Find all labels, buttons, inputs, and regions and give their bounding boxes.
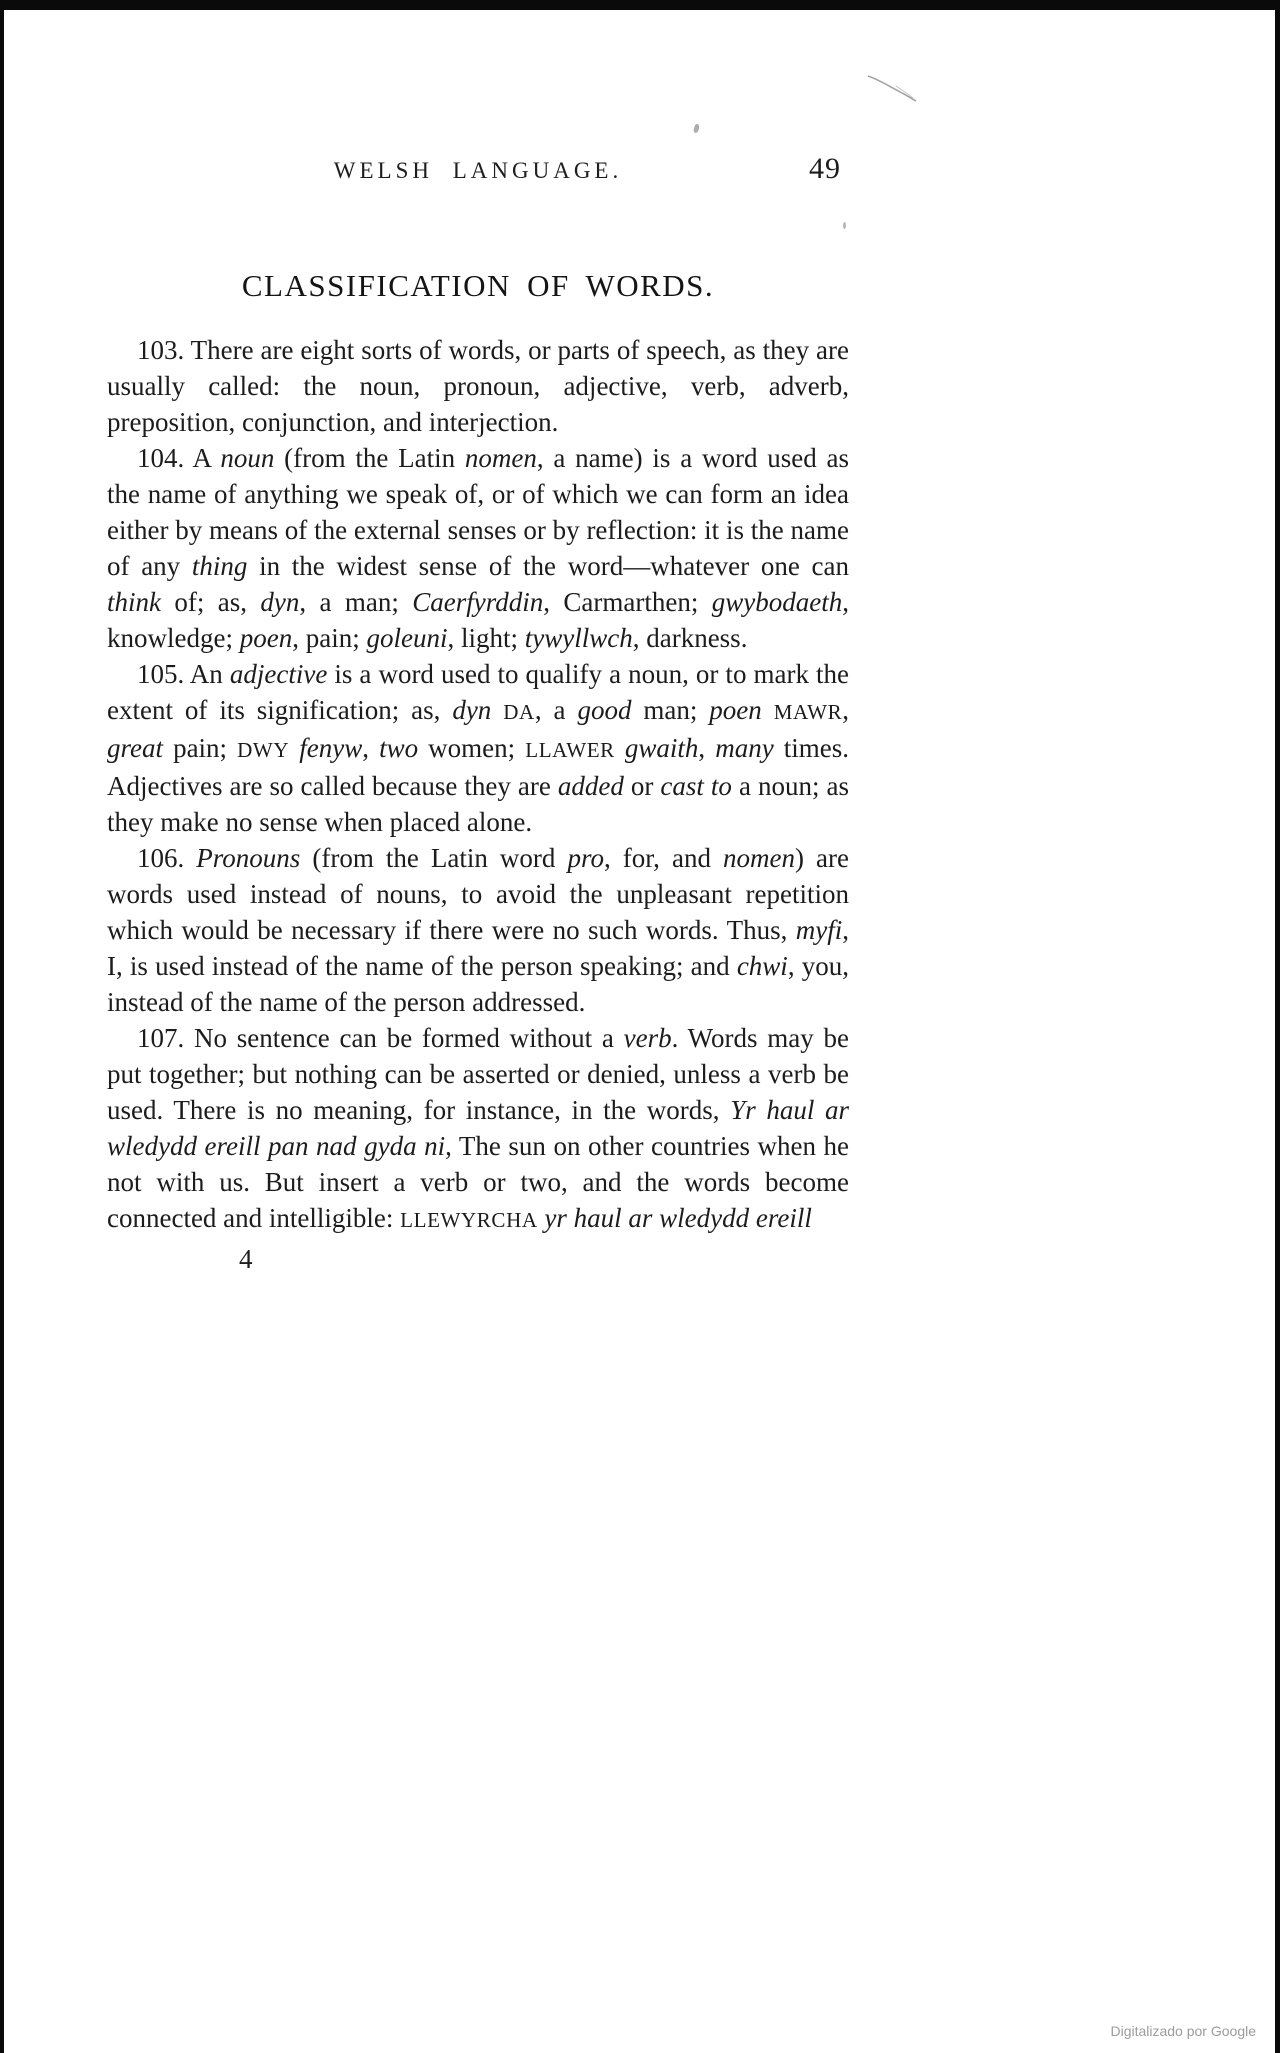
text-run: nomen bbox=[723, 843, 795, 873]
text-run: pro bbox=[567, 843, 604, 873]
text-run: , a man; bbox=[299, 587, 413, 617]
text-run: LLEWYRCHA bbox=[400, 1208, 538, 1232]
text-run: verb bbox=[623, 1023, 672, 1053]
text-run: pain; bbox=[163, 733, 238, 763]
signature-mark: 4 bbox=[239, 1244, 253, 1274]
text-run bbox=[491, 695, 503, 725]
scan-edge-right bbox=[1275, 0, 1280, 2053]
text-run: two bbox=[379, 733, 419, 763]
paragraph bbox=[107, 1020, 849, 1238]
page-number: 49 bbox=[809, 152, 841, 185]
text-run: yr haul ar wledydd ereill bbox=[544, 1203, 812, 1233]
text-run: chwi bbox=[736, 951, 788, 981]
text-run: 107. No sentence can be formed without a bbox=[137, 1023, 624, 1053]
text-run: , a name) is a word used as the name of anything we speak of, or of which we can form an idea either by means of the external senses or by reflection: it is the name of any bbox=[107, 443, 849, 581]
text-run: noun bbox=[220, 443, 275, 473]
running-head: WELSH LANGUAGE. bbox=[333, 158, 623, 183]
text-run: gwaith bbox=[624, 733, 699, 763]
paragraph bbox=[107, 332, 849, 440]
text-run: , pain; bbox=[292, 623, 367, 653]
text-run: , Carmarthen; bbox=[543, 587, 712, 617]
text-run: ) are words used instead of nouns, to avoid the unpleasant repetition which would be necessary if there were no such words. Thus, bbox=[107, 843, 849, 945]
scan-artifact-speck bbox=[693, 123, 701, 133]
text-run: 106. bbox=[137, 843, 197, 873]
text-run: fenyw bbox=[299, 733, 363, 763]
text-run: many bbox=[715, 733, 774, 763]
text-run: , light; bbox=[447, 623, 525, 653]
text-run: , knowledge; bbox=[107, 587, 849, 653]
scan-edge-left bbox=[0, 0, 4, 2053]
text-run: adjective bbox=[229, 659, 328, 689]
text-run: dyn bbox=[452, 695, 492, 725]
text-run: (from the Latin word bbox=[300, 843, 568, 873]
text-run: , The sun on other countries when he not with us. But insert a verb or two, and the words become connected and intelligible: bbox=[107, 1131, 849, 1233]
text-run: man; bbox=[631, 695, 710, 725]
text-run: poen bbox=[239, 623, 293, 653]
text-run: cast to bbox=[660, 771, 732, 801]
text-run: tywyllwch bbox=[524, 623, 633, 653]
text-run: myfi bbox=[795, 915, 843, 945]
text-run: dyn bbox=[260, 587, 300, 617]
text-run: , a bbox=[534, 695, 578, 725]
text-run: Pronouns bbox=[196, 843, 301, 873]
header-row bbox=[107, 152, 849, 194]
text-run: of; as, bbox=[161, 587, 261, 617]
text-run bbox=[615, 733, 625, 763]
text-run: , bbox=[362, 733, 380, 763]
text-run: DWY bbox=[237, 738, 290, 762]
text-run: , I, is used instead of the name of the person speaking; and bbox=[107, 915, 849, 981]
text-run: good bbox=[577, 695, 632, 725]
text-run: 104. A bbox=[137, 443, 221, 473]
text-run: , darkness. bbox=[632, 623, 748, 653]
page-title: CLASSIFICATION OF WORDS. bbox=[241, 268, 715, 303]
text-run: is a word used to qualify a noun, or to mark the extent of its signification; as, bbox=[107, 659, 849, 725]
text-run: 105. An bbox=[137, 659, 230, 689]
text-run: DA bbox=[503, 700, 535, 724]
paragraph bbox=[107, 440, 849, 656]
text-run: poen bbox=[709, 695, 762, 725]
text-run: nomen bbox=[464, 443, 537, 473]
text-run: (from the Latin bbox=[274, 443, 465, 473]
google-watermark: Digitalizado por Google bbox=[1110, 2023, 1256, 2039]
text-run: 103. There are eight sorts of words, or parts of speech, as they are usually called: the noun, pronoun, adjective, verb, adverb, preposition, conjunction, and interjection. bbox=[107, 335, 849, 437]
paragraph bbox=[107, 656, 849, 840]
scan-artifact-pen-mark bbox=[866, 72, 918, 104]
text-run: think bbox=[107, 587, 161, 617]
text-run: or bbox=[623, 771, 661, 801]
text-run: thing bbox=[191, 551, 248, 581]
text-run: women; bbox=[418, 733, 526, 763]
text-run: Caerfyrddin bbox=[412, 587, 544, 617]
text-run: Yr haul ar wledydd ereill pan nad gyda ni bbox=[107, 1095, 849, 1161]
scan-edge-top bbox=[0, 0, 1280, 10]
text-run: MAWR bbox=[773, 700, 843, 724]
text-run: times. Adjectives are so called because they are bbox=[107, 733, 850, 801]
text-run: , bbox=[842, 695, 849, 725]
text-run: LLAWER bbox=[525, 738, 615, 762]
paragraph bbox=[107, 840, 849, 1020]
text-run: , for, and bbox=[603, 843, 724, 873]
paragraphs bbox=[107, 332, 849, 1238]
text-run: gwybodaeth bbox=[711, 587, 843, 617]
text-run: added bbox=[557, 771, 624, 801]
text-run: in the widest sense of the word—whatever one can bbox=[247, 551, 849, 581]
text-run bbox=[762, 695, 774, 725]
text-run: great bbox=[107, 733, 163, 763]
text-run: goleuni bbox=[366, 623, 448, 653]
text-run bbox=[289, 733, 299, 763]
page-content bbox=[107, 152, 850, 1275]
text-run: a noun; as they make no sense when placed alone. bbox=[107, 771, 849, 837]
text-run: . Words may be put together; but nothing can be asserted or denied, unless a verb be used. There is no meaning, for instance, in the words, bbox=[107, 1023, 849, 1125]
text-run: , bbox=[698, 733, 716, 763]
text-run: , you, instead of the name of the person addressed. bbox=[107, 951, 849, 1017]
